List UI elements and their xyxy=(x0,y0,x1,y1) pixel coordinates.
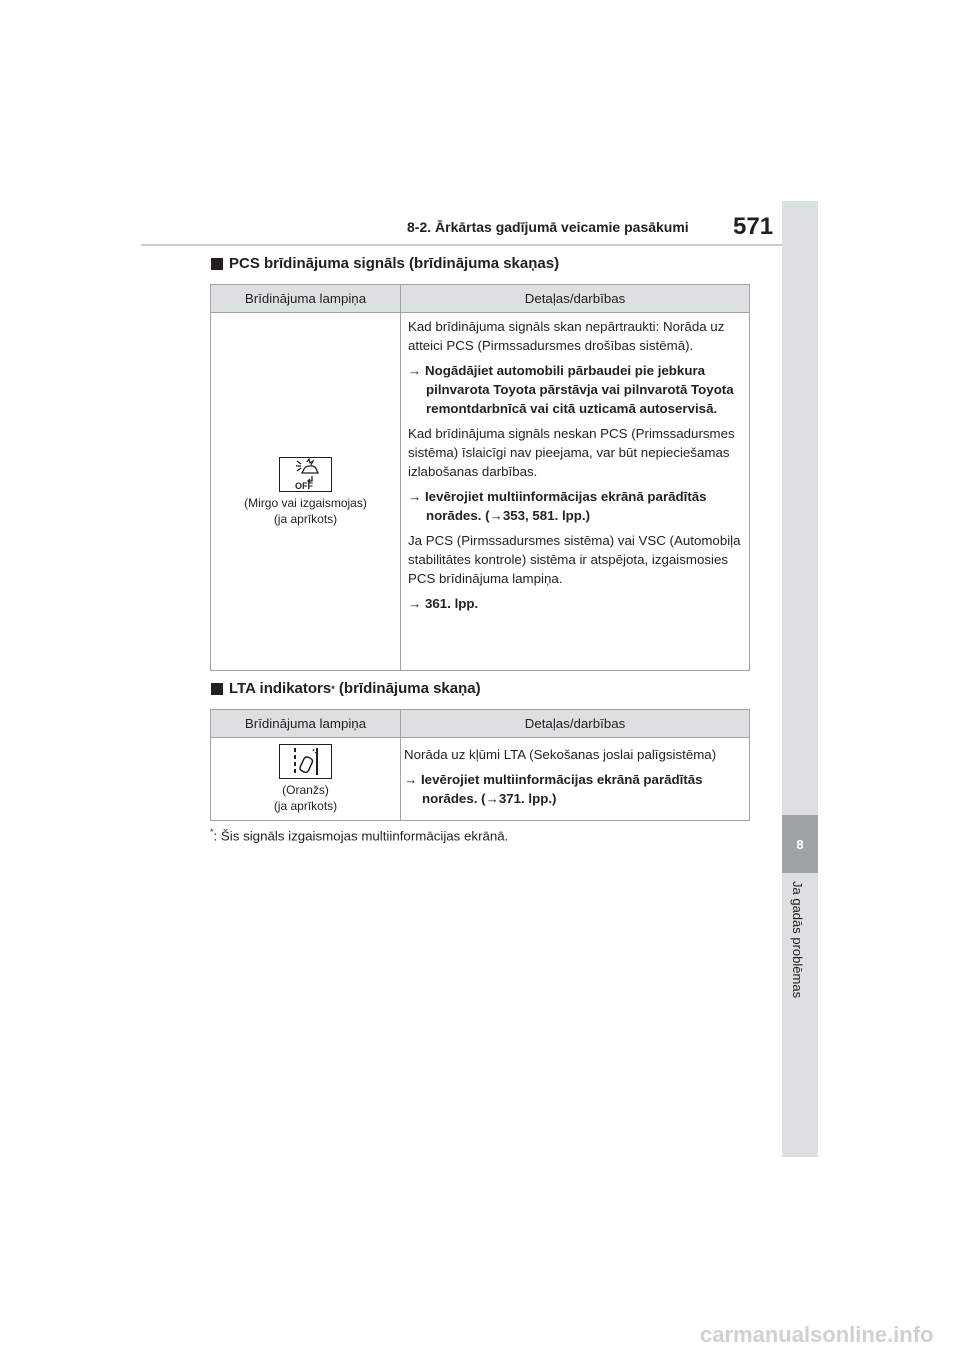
header-divider xyxy=(141,244,782,246)
lta-lane-icon xyxy=(279,744,332,779)
details-cell xyxy=(401,738,750,821)
lamp-note-equipped: (ja aprīkots) xyxy=(273,511,338,526)
action-follow-display: → Ievērojiet multiinformācijas ekrānā parādītās norādes. (→353, 581. lpp.) xyxy=(408,489,707,523)
section1-title: PCS brīdinājuma signāls (brīdinājuma skaņas) xyxy=(229,255,560,272)
lamp-note-orange: (Oranžs) xyxy=(282,783,329,797)
detail-continuous: Kad brīdinājuma signāls skan nepārtraukti: Norāda uz atteici PCS (Pirmssadursmes drošības sistēmā). xyxy=(408,319,725,353)
details-cell xyxy=(401,313,750,671)
detail-silent: Kad brīdinājuma signāls neskan PCS (Primssadursmes sistēma) īslaicīgi nav pieejama, var būt nepieciešamas izlabošanas darbības. xyxy=(408,426,735,479)
footnote-mark: * xyxy=(210,827,214,837)
chapter-label: Ja gadās problēmas xyxy=(790,881,805,999)
pcs-warning-table xyxy=(210,284,750,671)
col-lamp-header: Brīdinājuma lampiņa xyxy=(211,710,401,738)
detail-lta-fault: Norāda uz kļūmi LTA (Sekošanas joslai palīgsistēma) xyxy=(404,747,717,762)
action-follow-display: → Ievērojiet multiinformācijas ekrānā parādītās norādes. (→371. lpp.) xyxy=(404,772,703,806)
section-header: 8-2. Ārkārtas gadījumā veicamie pasākumi xyxy=(407,219,689,235)
page-number: 571 xyxy=(733,213,774,240)
section1-heading xyxy=(211,255,559,272)
section2-title: LTA indikators xyxy=(229,680,332,697)
lamp-note-flash: (Mirgo vai izgaismojas) xyxy=(244,495,367,510)
chapter-number: 8 xyxy=(782,815,818,873)
footnote xyxy=(210,827,508,843)
col-details-header: Detaļas/darbības xyxy=(401,710,750,738)
lta-indicator-table xyxy=(210,709,750,821)
action-dealer: → Nogādājiet automobili pārbaudei pie jebkura pilnvarota Toyota pārstāvja vai pilnvarotā Toyota remontdarbnīcā vai citā uzticamā autoservisā. xyxy=(408,363,734,416)
footnote-text: : Šis signāls izgaismojas multiinformācijas ekrānā. xyxy=(213,828,509,844)
col-details-header: Detaļas/darbības xyxy=(401,285,750,313)
square-bullet-icon xyxy=(211,258,223,270)
watermark: carmanualsonline.info xyxy=(700,1322,934,1347)
svg-text:OFF: OFF xyxy=(295,480,313,491)
action-page-ref: → 361. lpp. xyxy=(408,596,479,611)
lamp-cell xyxy=(211,313,401,671)
lamp-note-equipped: (ja aprīkots) xyxy=(273,799,338,813)
col-lamp-header: Brīdinājuma lampiņa xyxy=(211,285,401,313)
lamp-cell xyxy=(211,738,401,821)
footnote-mark: * xyxy=(331,683,335,694)
section2-title-suffix: (brīdinājuma skaņa) xyxy=(334,680,481,697)
section2-heading xyxy=(211,680,481,697)
pcs-off-icon xyxy=(279,457,332,492)
side-tab-bar xyxy=(782,201,818,1157)
detail-disabled: Ja PCS (Pirmssadursmes sistēma) vai VSC (Automobiļa stabilitātes kontrole) sistēma ir atspējota, izgaismosies PCS brīdinājuma lampiņa. xyxy=(408,533,741,586)
square-bullet-icon xyxy=(211,683,223,695)
